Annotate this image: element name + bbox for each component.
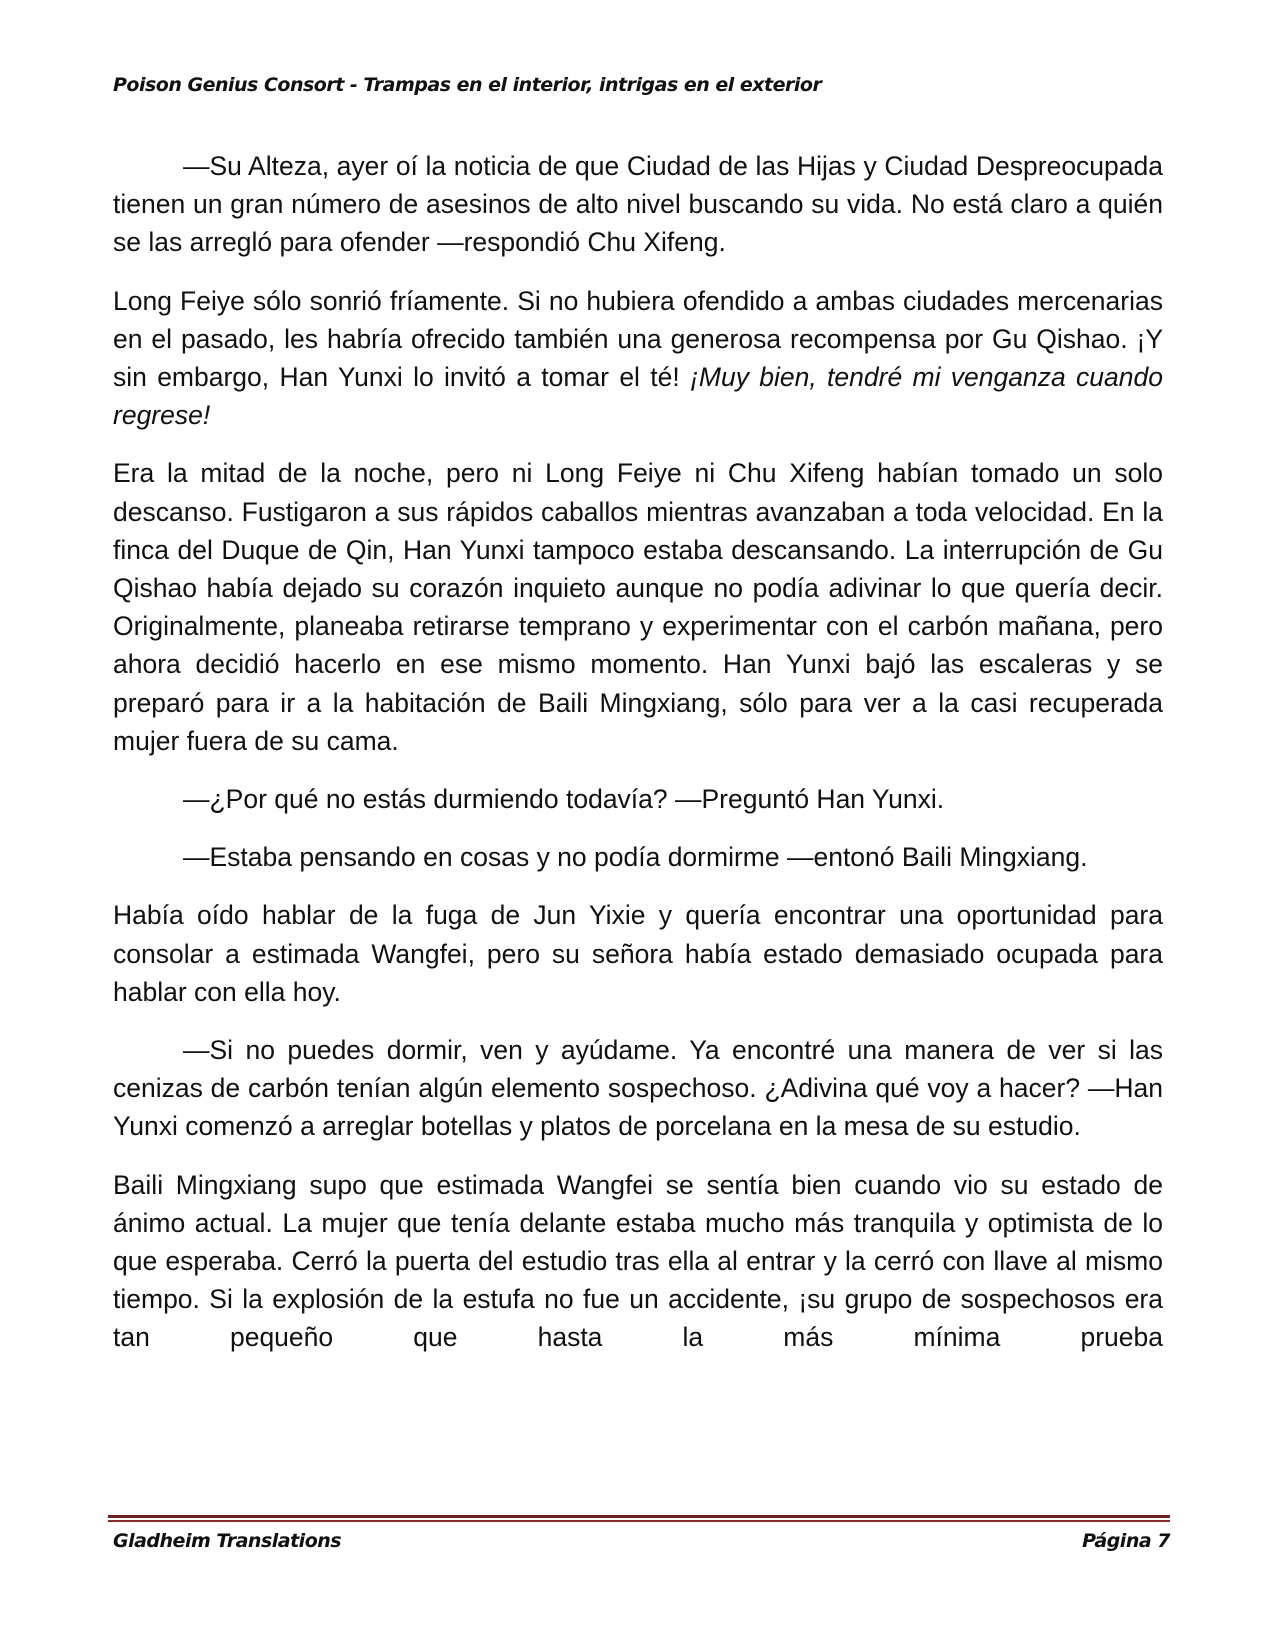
footer-rule-thick	[108, 1515, 1170, 1518]
paragraph-4: —¿Por qué no estás durmiendo todavía? —Preguntó Han Yunxi.	[183, 784, 945, 815]
paragraph-2-text: Long Feiye sólo sonrió fríamente. Si no hubiera ofendido a ambas ciudades mercenarias en el pasado, les habría ofrecido también una generosa recompensa por Gu Qishao. ¡Y sin embargo, Han Yunxi lo invitó a tomar el té!	[113, 285, 1163, 393]
running-header: Poison Genius Consort - Trampas en el interior, intrigas en el exterior	[113, 74, 822, 96]
paragraph-8: Baili Mingxiang supo que estimada Wangfei se sentía bien cuando vio su estado de ánimo actual. La mujer que tenía delante estaba mucho más tranquila y optimista de lo que esperaba. Cerró la puerta del estudio tras ella al entrar y la cerró con llave al mismo tiempo. Si la explosión de la estufa no fue un accidente, ¡su grupo de sospechosos era tan pequeño que hasta la más mínima prueba	[113, 1169, 1163, 1353]
footer-rule-thin	[108, 1520, 1170, 1522]
page-number: Página 7	[1082, 1530, 1170, 1552]
paragraph-5: —Estaba pensando en cosas y no podía dormirme —entonó Baili Mingxiang.	[183, 842, 1088, 873]
paragraph-3: Era la mitad de la noche, pero ni Long Feiye ni Chu Xifeng habían tomado un solo descanso. Fustigaron a sus rápidos caballos mientras avanzaban a toda velocidad. En la finca del Duque de Qin, Han Yunxi tampoco estaba descansando. La interrupción de Gu Qishao había dejado su corazón inquieto aunque no podía adivinar lo que quería decir. Originalmente, planeaba retirarse temprano y experimentar con el carbón mañana, pero ahora decidió hacerlo en ese mismo momento. Han Yunxi bajó las escaleras y se preparó para ir a la habitación de Baili Mingxiang, sólo para ver a la casi recuperada mujer fuera de su cama.	[113, 458, 1163, 756]
footer-translator: Gladheim Translations	[113, 1530, 342, 1552]
paragraph-6: Había oído hablar de la fuga de Jun Yixie y quería encontrar una oportunidad para consolar a estimada Wangfei, pero su señora había estado demasiado ocupada para hablar con ella hoy.	[113, 900, 1163, 1007]
paragraph-1: —Su Alteza, ayer oí la noticia de que Ciudad de las Hijas y Ciudad Despreocupada tienen un gran número de asesinos de alto nivel buscando su vida. No está claro a quién se las arregló para ofender —respondió Chu Xifeng.	[113, 151, 1163, 258]
paragraph-2	[113, 282, 1163, 435]
running-footer	[113, 1530, 1170, 1552]
paragraph-7: —Si no puedes dormir, ven y ayúdame. Ya encontré una manera de ver si las cenizas de carbón tenían algún elemento sospechoso. ¿Adivina qué voy a hacer? —Han Yunxi comenzó a arreglar botellas y platos de porcelana en la mesa de su estudio.	[113, 1035, 1163, 1142]
paragraph-2-italic: ¡Muy bien, tendré mi venganza cuando regrese!	[113, 362, 1163, 431]
body-text	[113, 147, 1163, 1357]
